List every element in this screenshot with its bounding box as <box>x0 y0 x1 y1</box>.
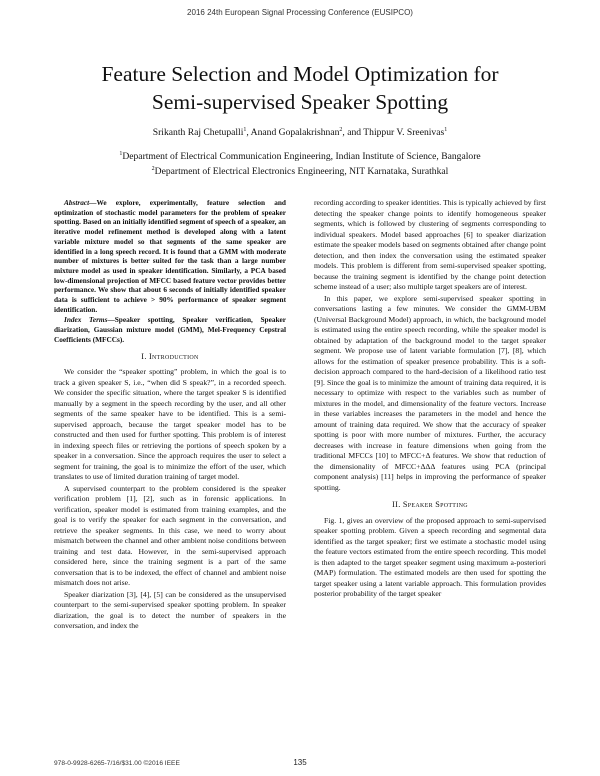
index-terms-text: —Speaker spotting, Speaker verification, Speaker diarization, Gaussian mixture model (GMM), Mel-Frequency Cepstral Coefficients (MFCCs). <box>54 315 286 344</box>
section-heading-speaker-spotting: II. Speaker Spotting <box>392 500 468 509</box>
affiliation-text: Department of Electrical Electronics Engineering, NIT Karnataka, Surathkal <box>154 166 449 178</box>
author-list <box>40 127 560 138</box>
affiliation-mark: 1 <box>119 151 123 157</box>
paragraph: Speaker diarization [3], [4], [5] can be considered as the unsupervised counterpart to the semi-supervised speaker spotting problem. In speaker diarization, the goal is to detect the number of speakers in the conversation, and index the <box>54 589 286 631</box>
affiliation-mark: 2 <box>151 166 155 173</box>
affiliation-2 <box>40 163 560 178</box>
paragraph: recording according to speaker identities. This is typically achieved by first detecting the speaker change points to identify homogeneous speaker segments, which is followed by clustering of segments corresponding to individual speakers. Model based approaches [6] to speaker diarization estimate the speaker models based on segments obtained after change point detection, and then index the conversation using the estimated speaker models. This problem is different from semi-supervised speaker spotting, because the training segment is identified by the change point detection scheme instead of a user; also multiple target speakers are of interest. <box>314 198 546 291</box>
author-separator: , <box>246 127 251 139</box>
paper-title <box>40 60 560 116</box>
affiliation-mark: 2 <box>339 127 343 133</box>
paragraph: In this paper, we explore semi-supervised speaker spotting in conversations lasting a few minutes. We consider the GMM-UBM (Universal Background Model) approach, in which, the background model is estimated using the entire speech recording, while the speaker model is obtained by adaptation of the background model to the target speaker segment. We propose use of latent variable formulation [7], [8], which allows for the estimation of speaker presence probability. This is a soft-decision approach compared to the hard-decision of a likelihood ratio test [9]. Since the goal is to minimize the amount of training data required, it is necessary to optimize with respect to the variables such as number of mixtures in the model, and dimensionality of the feature vectors. Increase in these variables increases the parameters in the model and hence the amount of training data required. We show that the accuracy of speaker spotting is poor with more number of mixtures. Further, the accuracy decreases with increase in feature dimensions when going from the traditional MFCCs [10] to MFCC+Δ features. We show that reduction of the dimensionality of MFCC+ΔΔΔ features using PCA (principal component analysis) [11] helps in improving the performance of speaker spotting. <box>314 293 546 492</box>
author-name: Thippur V. Sreenivas <box>363 127 445 139</box>
abstract-text: —We explore, experimentally, feature selection and optimization of stochastic model parameters for the problem of speaker spotting. Based on an initially identified segment of speech of a speaker, an iterative model refinement method is developed along with a latent variable mixture model so that segments of the same speaker are identified in a long speech record. It is found that a GMM with moderate number of mixtures is better suited for the task than a large number mixture model as used in speaker identification. Similarly, a PCA based low-dimensional projection of MFCC based feature vector provides better performance. We show that about 6 seconds of initially identified speaker data is sufficient to achieve > 90% performance of speaker segment identification. <box>54 198 286 314</box>
right-column <box>314 198 546 601</box>
author-separator: , and <box>342 127 364 139</box>
affiliation-mark: 1 <box>243 127 247 133</box>
title-line-1: Feature Selection and Model Optimization for <box>101 62 499 86</box>
left-column <box>54 198 286 633</box>
index-terms <box>54 315 286 344</box>
conference-header: 2016 24th European Signal Processing Conference (EUSIPCO) <box>187 8 413 17</box>
affiliation-text: Department of Electrical Communication Engineering, Indian Institute of Science, Bangalore <box>122 151 481 163</box>
author-name: Srikanth Raj Chetupalli <box>152 127 244 139</box>
abstract-label: Abstract <box>64 198 90 207</box>
paragraph: A supervised counterpart to the problem considered is the speaker verification problem [1], [2], such as in forensic applications. In verification, speaker model is estimated from training examples, and the goal is to verify the speaker for each segment in the conversation, and retrieve the speaker segments. In this case, we need to worry about mismatch between the channel and other ambient noise conditions between training and test data. However, in the semi-supervised approach considered here, since the training segment is a part of the same conversation that is to be indexed, the effect of channel and ambient noise mismatch does not arise. <box>54 483 286 588</box>
abstract <box>54 198 286 314</box>
affiliation-mark: 1 <box>444 127 448 133</box>
affiliations <box>40 148 560 178</box>
paragraph: We consider the “speaker spotting” problem, in which the goal is to track a given speaker S, i.e., “when did S speak?”, in a recorded speech. We consider the specific situation, where the target speaker S is identified manually by a segment in the speech recording by the user, and all other segments of the same speaker have to be identified. This is a semi-supervised approach, because the target speaker model has to be constructed and then used for further spotting. This problem is of interest in indexing speech files or retrieving the portions of speech spoken by a speaker in a conversation. Since the approach requires the user to select a segment for training, the goal is to minimize the effort of the user, which translates to use of limited duration training of target model. <box>54 367 286 482</box>
title-line-2: Semi-supervised Speaker Spotting <box>151 90 449 114</box>
author-name: Anand Gopalakrishnan <box>250 127 340 139</box>
section-heading-introduction: I. Introduction <box>141 351 199 361</box>
index-terms-label: Index Terms <box>64 315 108 325</box>
page-number: 135 <box>293 758 307 767</box>
affiliation-1 <box>40 148 560 163</box>
footer-isbn: 978-0-9928-6265-7/16/$31.00 ©2016 IEEE <box>54 760 180 767</box>
paragraph: Fig. 1, gives an overview of the proposed approach to semi-supervised speaker spotting problem. Given a speech recording and segmental data identified as the target speaker; first we estimate a stochastic model using the feature vectors estimated from the entire speech recording. This model is then adapted to the target speaker segment using maximum a-posteriori (MAP) formulation. The estimated models are then used for spotting the target speaker using a latent variable approach. This formulation provides posterior probability of the target speaker <box>314 515 546 598</box>
